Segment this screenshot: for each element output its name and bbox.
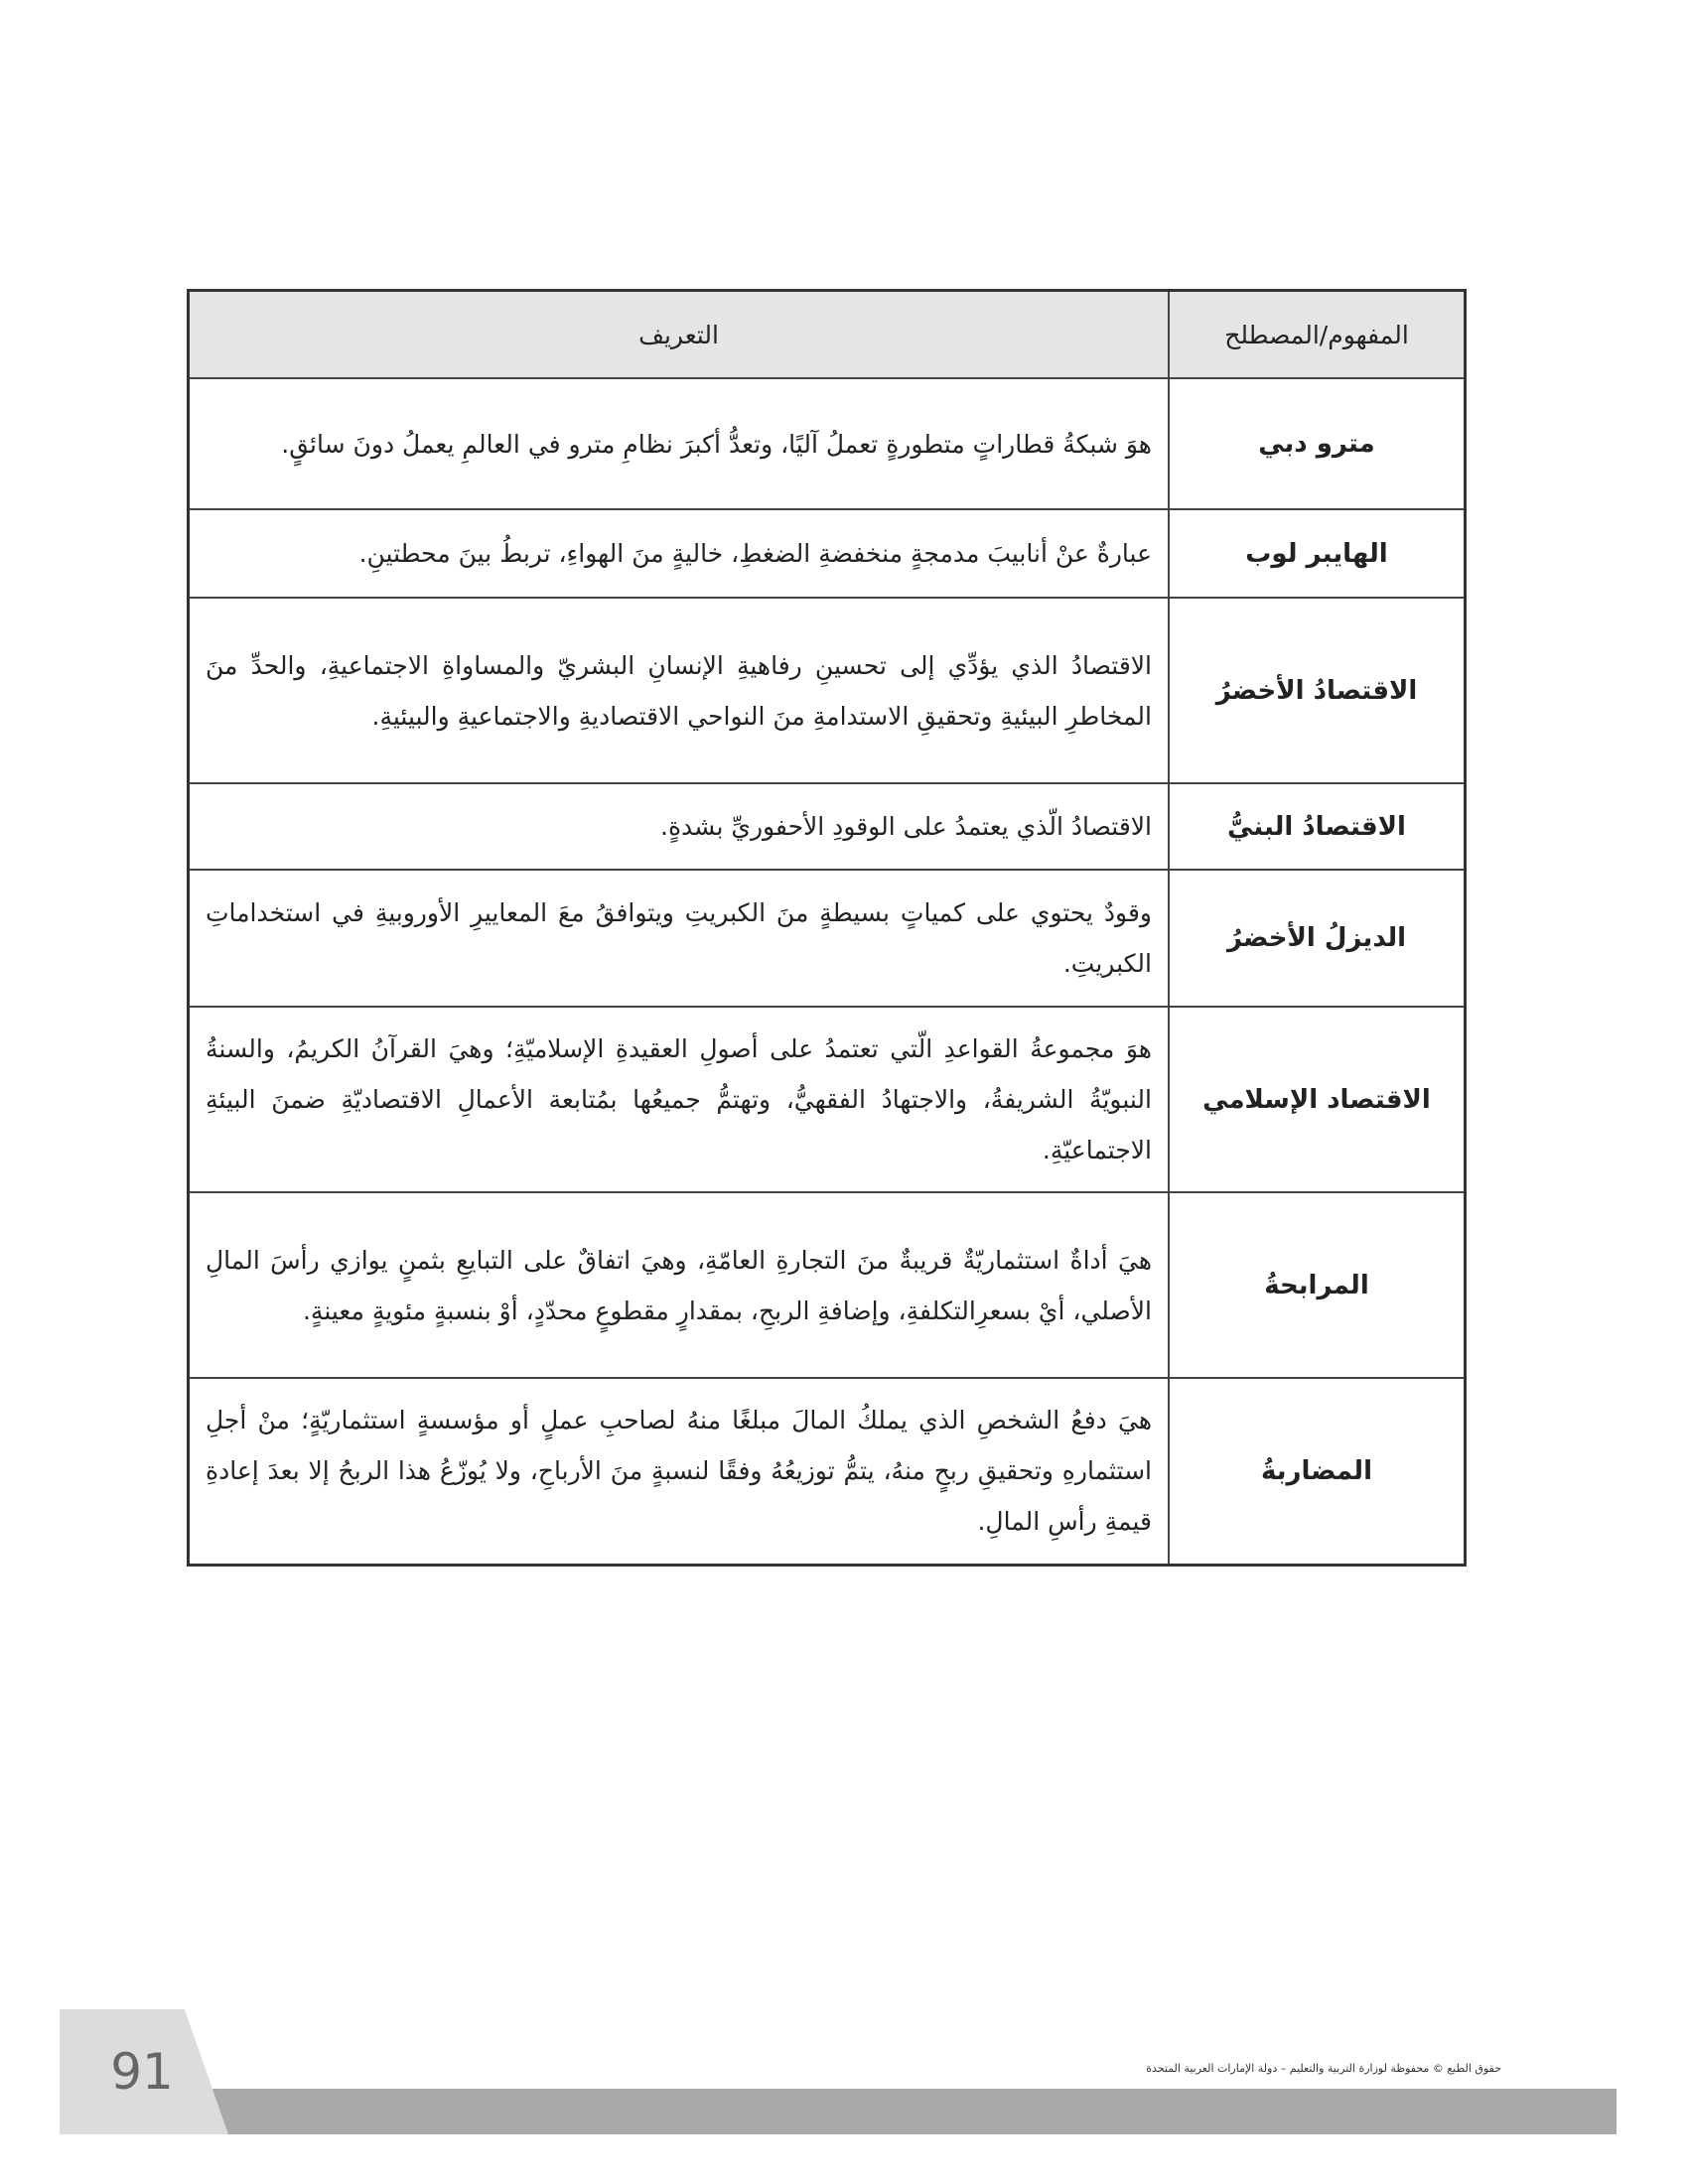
- term-cell: المضاربةُ: [1169, 1378, 1466, 1565]
- term-cell: الاقتصادُ البنيُّ: [1169, 783, 1466, 870]
- header-term: المفهوم/المصطلح: [1169, 291, 1466, 379]
- footer-bar: [187, 2089, 1617, 2134]
- header-definition: التعريف: [189, 291, 1170, 379]
- term-cell: الهايبر لوب: [1169, 509, 1466, 598]
- definition-cell: هيَ دفعُ الشخصِ الذي يملكُ المالَ مبلغًا منهُ لصاحبِ عملٍ أو مؤسسةٍ استثماريّةٍ؛ منْ أجلِ استثمارهِ وتحقيقِ ربحٍ منهُ، يتمُّ توزيعُهُ وفقًا لنسبةٍ منَ الأرباحِ، ولا يُوزّعُ هذا الربحُ إلا بعدَ إعادةِ قيمةِ رأسِ المالِ.: [189, 1378, 1170, 1565]
- table-header-row: [189, 291, 1466, 379]
- definition-cell: هوَ شبكةُ قطاراتٍ متطورةٍ تعملُ آليًا، وتعدُّ أكبرَ نظامِ مترو في العالمِ يعملُ دونَ سائقٍ.: [189, 378, 1170, 509]
- table-row: [189, 870, 1466, 1007]
- term-cell: المرابحةُ: [1169, 1192, 1466, 1378]
- definition-cell: وقودٌ يحتوي على كمياتٍ بسيطةٍ منَ الكبريتِ ويتوافقُ معَ المعاييرِ الأوروبيةِ في استخداماتِ الكبريتِ.: [189, 870, 1170, 1007]
- term-cell: الاقتصادُ الأخضرُ: [1169, 598, 1466, 783]
- definition-cell: الاقتصادُ الّذي يعتمدُ على الوقودِ الأحفوريِّ بشدةٍ.: [189, 783, 1170, 870]
- table-row: [189, 1378, 1466, 1565]
- definition-cell: هيَ أداةٌ استثماريّةٌ قريبةٌ منَ التجارةِ العامّةِ، وهيَ اتفاقٌ على التبايعِ بثمنٍ يوازي رأسَ المالِ الأصلي، أيْ بسعرِالتكلفةِ، وإضافةِ الربحِ، بمقدارٍ مقطوعٍ محدّدٍ، أوْ بنسبةٍ مئويةٍ معينةٍ.: [189, 1192, 1170, 1378]
- page-number: 91: [110, 2043, 174, 2101]
- definition-cell: الاقتصادُ الذي يؤدِّي إلى تحسينِ رفاهيةِ الإنسانِ البشريّ والمساواةِ الاجتماعيةِ، والحدِّ منَ المخاطرِ البيئيةِ وتحقيقِ الاستدامةِ منَ النواحي الاقتصاديةِ والاجتماعيةِ والبيئيةِ.: [189, 598, 1170, 783]
- term-cell: الديزلُ الأخضرُ: [1169, 870, 1466, 1007]
- table-row: [189, 1007, 1466, 1192]
- table-row: [189, 598, 1466, 783]
- table-row: [189, 378, 1466, 509]
- definition-cell: عبارةٌ عنْ أنابيبَ مدمجةٍ منخفضةِ الضغطِ، خاليةٍ منَ الهواءِ، تربطُ بينَ محطتينِ.: [189, 509, 1170, 598]
- table-row: [189, 1192, 1466, 1378]
- term-cell: الاقتصاد الإسلامي: [1169, 1007, 1466, 1192]
- table-row: [189, 509, 1466, 598]
- term-cell: مترو دبي: [1169, 378, 1466, 509]
- glossary-table: [187, 289, 1467, 1567]
- copyright-notice: حقوق الطبع © محفوظة لوزارة التربية والتعليم – دولة الإمارات العربية المتحدة: [1146, 2062, 1501, 2075]
- table-row: [189, 783, 1466, 870]
- definition-cell: هوَ مجموعةُ القواعدِ الّتي تعتمدُ على أصولِ العقيدةِ الإسلاميّةِ؛ وهيَ القرآنُ الكريمُ، والسنةُ النبويّةُ الشريفةُ، والاجتهادُ الفقهيُّ، وتهتمُّ جميعُها بمُتابعة الأعمالِ الاقتصاديّةِ ضمنَ البيئةِ الاجتماعيّةِ.: [189, 1007, 1170, 1192]
